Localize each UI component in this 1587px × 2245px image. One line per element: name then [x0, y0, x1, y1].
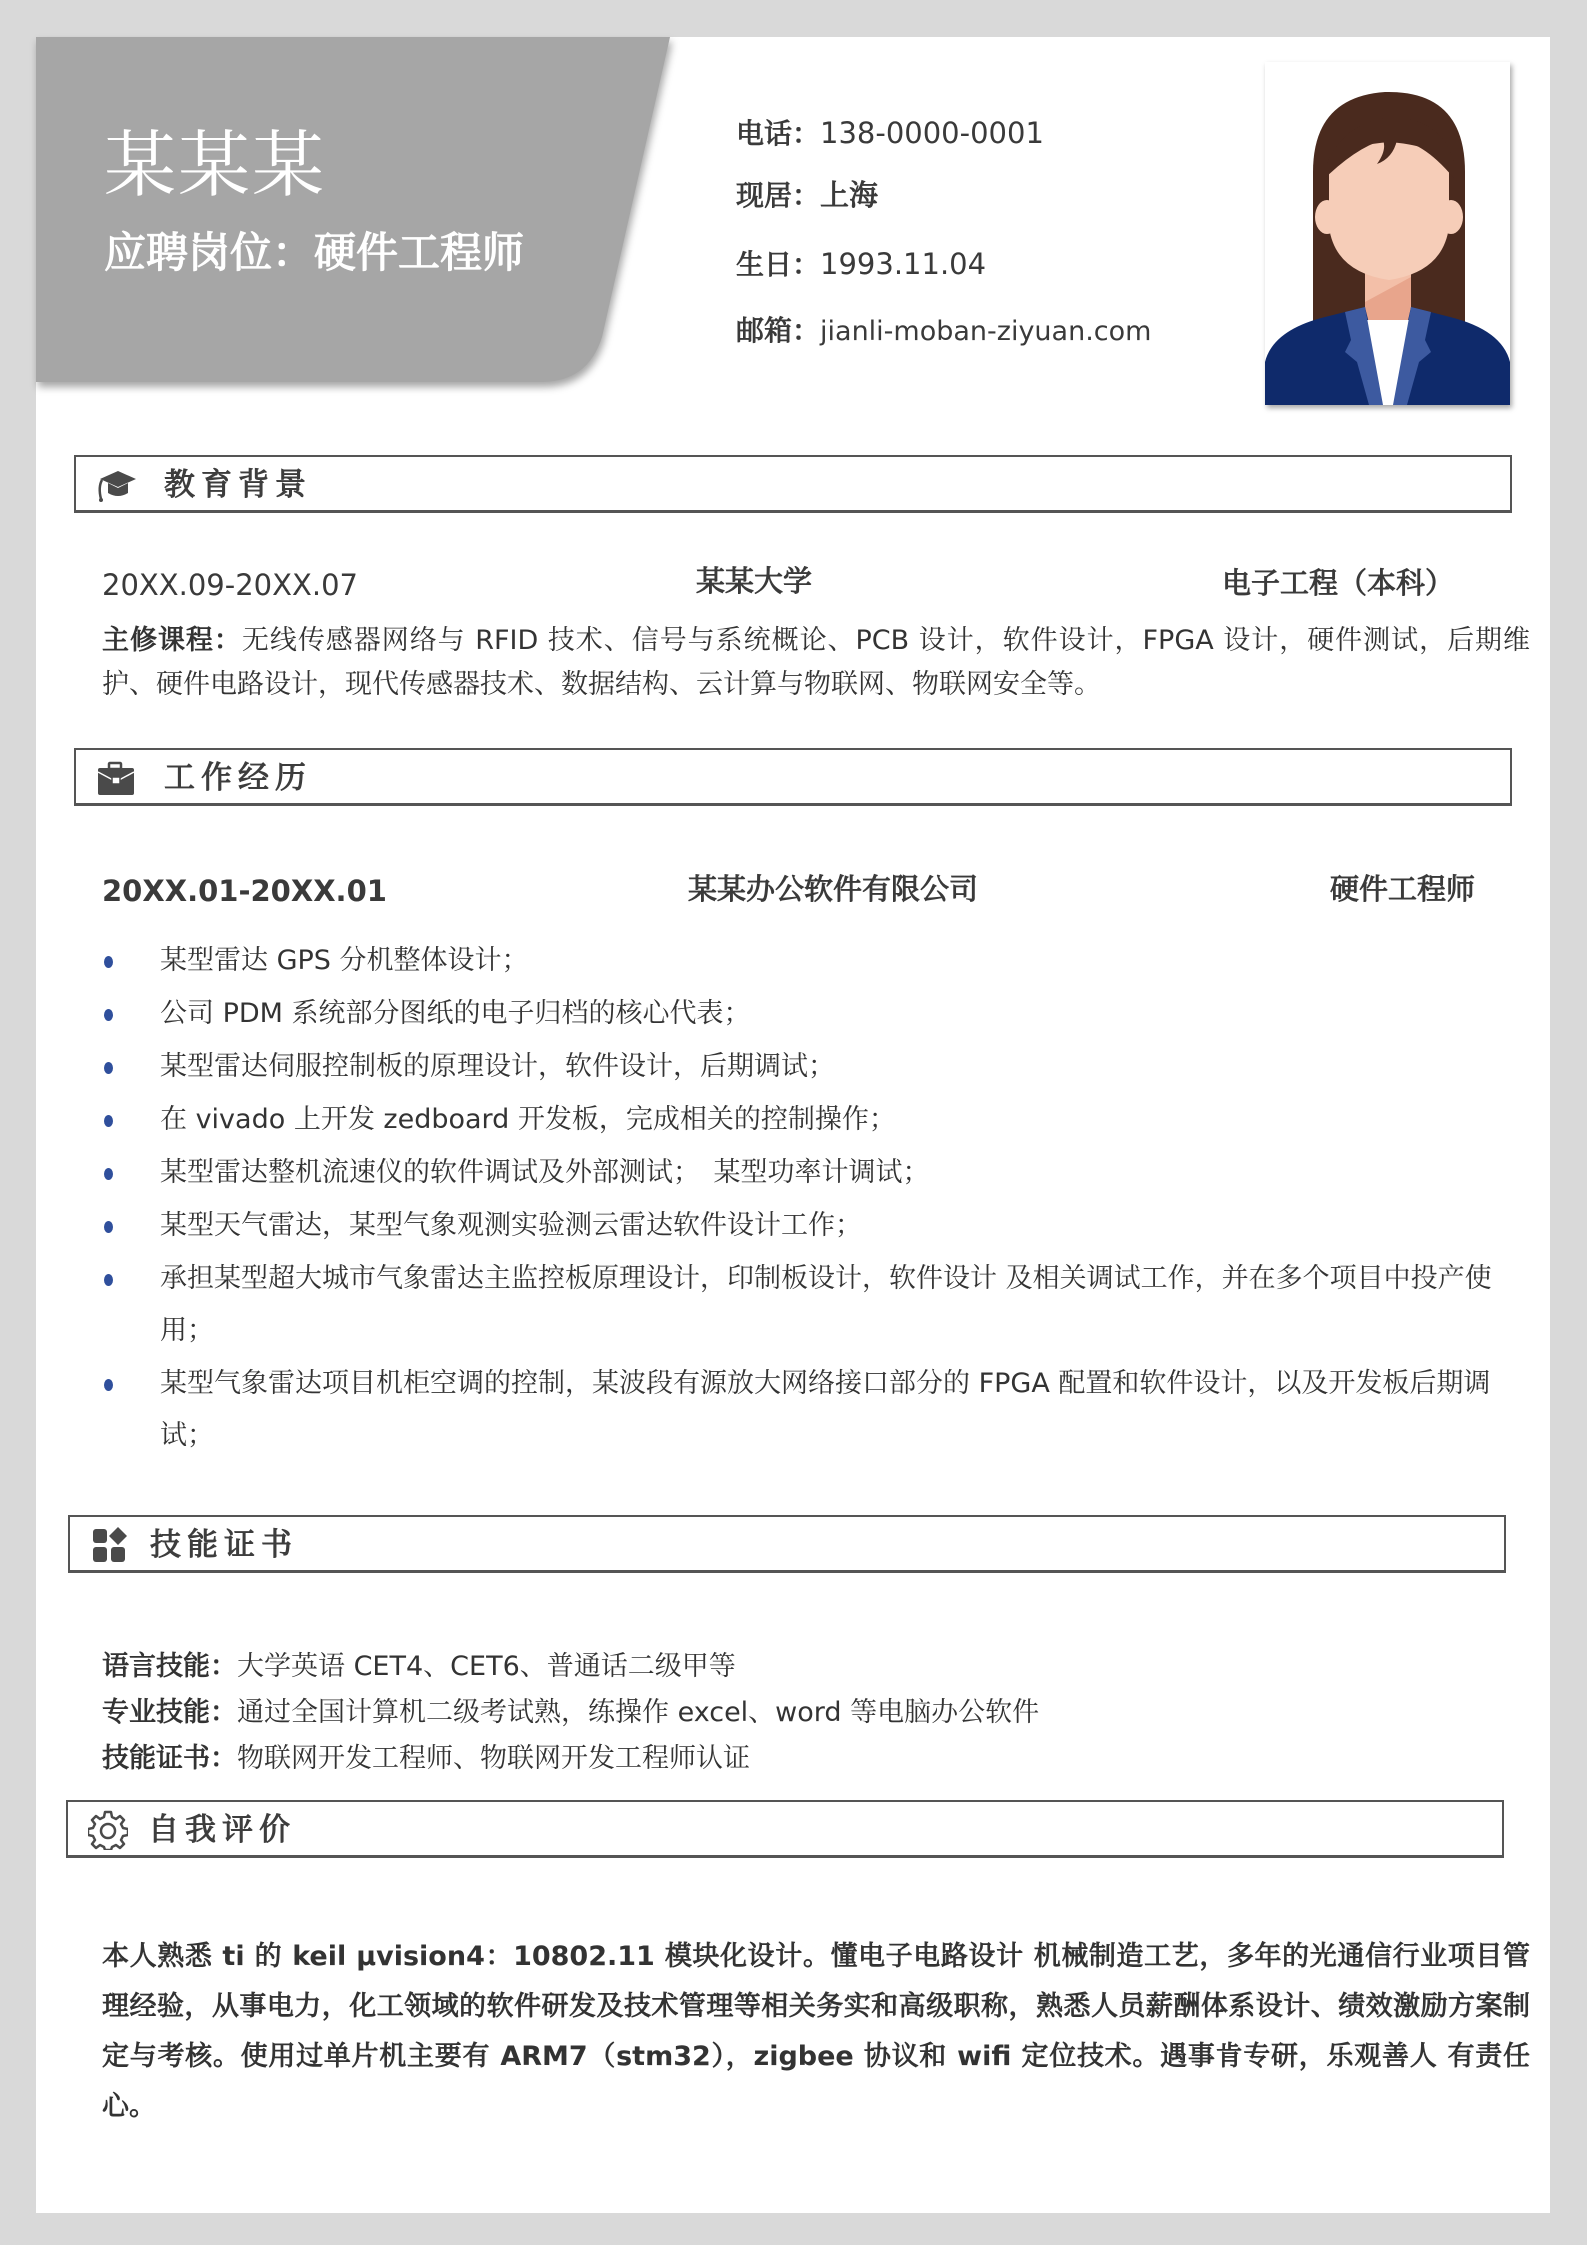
work-duty-item: 某型雷达伺服控制板的原理设计，软件设计，后期调试； [72, 1041, 1512, 1093]
applied-position [104, 228, 525, 277]
phone-label: 电话： [736, 117, 821, 150]
phone-value: 138-0000-0001 [820, 116, 1044, 150]
skill-row-certificates: 技能证书：物联网开发工程师、物联网开发工程师认证 [102, 1743, 750, 1774]
education-period: 20XX.09-20XX.07 [102, 568, 358, 602]
contact-phone [736, 116, 1044, 150]
email-value[interactable]: jianli-moban-ziyuan.com [820, 316, 1152, 347]
birthday-value: 1993.11.04 [820, 247, 987, 281]
position-label: 应聘岗位： [104, 228, 315, 277]
briefcase-icon [96, 760, 136, 796]
work-duty-item: 公司 PDM 系统部分图纸的电子归档的核心代表； [72, 988, 1512, 1040]
section-header-skills [68, 1515, 1506, 1573]
courses-label: 主修课程： [102, 625, 242, 656]
section-title: 工作经历 [164, 760, 312, 796]
bullet-icon [104, 1115, 113, 1127]
work-duty-item: 某型气象雷达项目机柜空调的控制，某波段有源放大网络接口部分的 FPGA 配置和软件设计，以及开发板后期调试； [72, 1358, 1512, 1462]
bullet-icon [104, 1062, 113, 1074]
self-evaluation-text: 本人熟悉 ti 的 keil μvision4：10802.11 模块化设计。懂电子电路设计 机械制造工艺，多年的光通信行业项目管理经验，从事电力，化工领域的软件研发及技术管理等相关务实和高级职称，熟悉人员薪酬体系设计、绩效激励方案制定与考核。使用过单片机主要有 ARM7（stm32），zigbee 协议和 wifi 定位技术。遇事肯专研，乐观善人 有责任心。 [102, 1941, 1530, 2122]
resume-page [36, 37, 1550, 2213]
bullet-icon [104, 1274, 113, 1286]
education-courses [102, 619, 1530, 707]
candidate-name: 某某某 [104, 123, 327, 207]
work-duty-item: 某型天气雷达，某型气象观测实验测云雷达软件设计工作； [72, 1200, 1512, 1252]
banner-shape [36, 37, 686, 397]
profile-photo [1265, 62, 1510, 405]
city-value: 上海 [820, 178, 879, 212]
bullet-icon [104, 1221, 113, 1233]
work-company: 某某办公软件有限公司 [688, 872, 979, 906]
bullet-icon [104, 1009, 113, 1021]
bullet-icon [104, 1168, 113, 1180]
position-value: 硬件工程师 [314, 228, 525, 277]
contact-birthday [736, 247, 987, 281]
work-duty-item: 在 vivado 上开发 zedboard 开发板，完成相关的控制操作； [72, 1094, 1512, 1146]
section-title: 自我评价 [148, 1812, 296, 1848]
gear-icon [88, 1810, 128, 1850]
contact-city [736, 178, 879, 212]
skill-row-language: 语言技能：大学英语 CET4、CET6、普通话二级甲等 [102, 1651, 736, 1682]
section-title: 技能证书 [150, 1527, 298, 1563]
courses-text: 无线传感器网络与 RFID 技术、信号与系统概论、PCB 设计，软件设计，FPGA 设计，硬件测试，后期维护、硬件电路设计，现代传感器技术、数据结构、云计算与物联网、物联网安全等。 [102, 625, 1531, 700]
bullet-icon [104, 1379, 113, 1391]
graduation-cap-icon [96, 467, 136, 503]
section-title: 教育背景 [164, 467, 312, 503]
skills-list [102, 1644, 1522, 1782]
work-duty-item: 某型雷达 GPS 分机整体设计； [72, 935, 1512, 987]
avatar-female-icon [1265, 62, 1510, 405]
work-duty-item: 承担某型超大城市气象雷达主监控板原理设计，印制板设计，软件设计 及相关调试工作，并在多个项目中投产使用； [72, 1253, 1512, 1357]
skill-row-professional: 专业技能：通过全国计算机二级考试熟，练操作 excel、word 等电脑办公软件 [102, 1697, 1040, 1728]
section-header-work [74, 748, 1512, 806]
contact-email [736, 314, 1152, 347]
email-label: 邮箱： [736, 314, 821, 347]
bullet-icon [104, 956, 113, 968]
work-duty-item: 某型雷达整机流速仪的软件调试及外部测试； 某型功率计调试； [72, 1147, 1512, 1199]
header-banner [36, 37, 676, 387]
city-label: 现居： [736, 179, 821, 212]
grid-shapes-icon [90, 1527, 130, 1563]
birthday-label: 生日： [736, 248, 821, 281]
education-major: 电子工程（本科） [1222, 566, 1455, 600]
work-role: 硬件工程师 [1330, 872, 1476, 906]
section-header-self-evaluation [66, 1800, 1504, 1858]
education-school: 某某大学 [696, 564, 813, 598]
work-period: 20XX.01-20XX.01 [102, 874, 387, 908]
section-header-education [74, 455, 1512, 513]
